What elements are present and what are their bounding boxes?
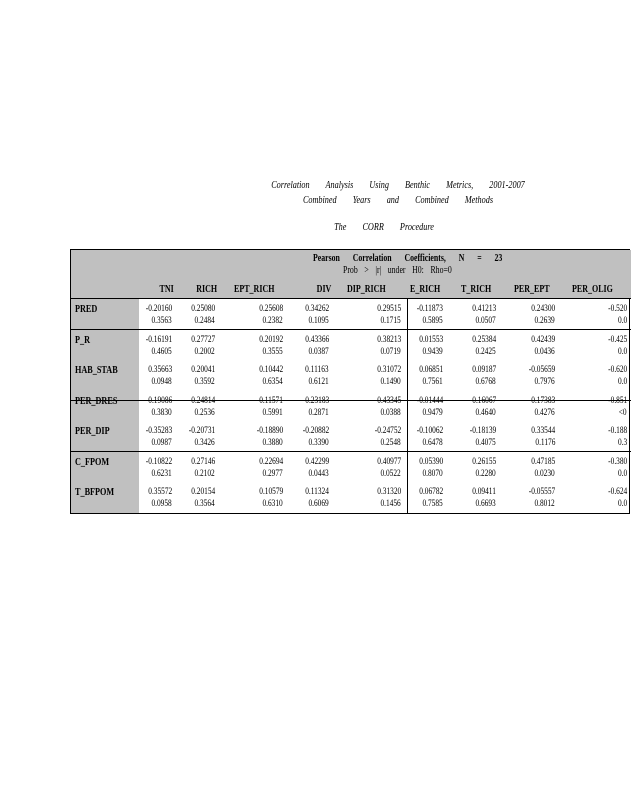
p-value: 0.3555 [262,346,283,356]
correlation-coefficient: 0.24814 [191,395,215,405]
correlation-coefficient: 0.31320 [377,486,401,496]
correlation-coefficient: -0.425 [607,334,627,344]
correlation-coefficient: -0.520 [607,303,627,313]
p-value: 0.0958 [151,498,172,508]
correlation-coefficient: 0.09187 [472,364,496,374]
p-value: 0.2871 [308,407,329,417]
correlation-coefficient: 0.43345 [377,395,401,405]
p-value: 0.7561 [422,376,443,386]
correlation-coefficient: 0.41213 [472,303,496,313]
p-value: 0.2639 [534,315,555,325]
p-value: 0.2977 [262,468,283,478]
correlation-coefficient: 0.20041 [191,364,215,374]
p-value: 0.0 [617,468,627,478]
report-title: Correlation Analysis Using Benthic Metrics, 2001-2007 [271,180,525,191]
correlation-coefficient: -0.624 [607,486,627,496]
p-value: 0.3563 [151,315,172,325]
correlation-coefficient: 0.38213 [377,334,401,344]
table-rule [71,298,631,299]
correlation-coefficient: -0.10822 [145,456,172,466]
p-value: 0.6693 [475,498,496,508]
table-rule [71,329,631,330]
correlation-coefficient: 0.11163 [305,364,329,374]
correlation-table [70,249,630,514]
report-subtitle: Combined Years and Combined Methods [302,195,494,206]
p-value: 0.9439 [422,346,443,356]
p-value: 0.2484 [194,315,215,325]
row-label: PER_DIP [75,426,110,437]
p-value: 0.5991 [262,407,283,417]
p-value: 0.0230 [534,468,555,478]
row-label: PRED [75,304,98,315]
p-value: 0.4276 [534,407,555,417]
table-rule [71,451,631,452]
p-value: 0.0719 [380,346,401,356]
p-value: 0.0436 [534,346,555,356]
correlation-coefficient: 0.35572 [148,486,172,496]
table-subtitle: Prob > |r| under H0: Rho=0 [343,265,452,276]
p-value: 0.6310 [262,498,283,508]
p-value: 0.2425 [475,346,496,356]
correlation-coefficient: 0.06782 [419,486,443,496]
p-value: 0.6478 [422,437,443,447]
procedure-title: The CORR Procedure [334,222,434,233]
correlation-coefficient: 0.27727 [191,334,215,344]
correlation-coefficient: 0.31072 [377,364,401,374]
row-label: P_R [75,335,91,346]
correlation-coefficient: -0.188 [607,425,627,435]
p-value: 0.2548 [380,437,401,447]
correlation-coefficient: -0.20160 [145,303,172,313]
p-value: 0.4075 [475,437,496,447]
p-value: 0.4605 [151,346,172,356]
correlation-coefficient: 0.05390 [419,456,443,466]
p-value: 0.1095 [308,315,329,325]
correlation-coefficient: -0.620 [607,364,627,374]
correlation-coefficient: 0.25384 [472,334,496,344]
correlation-coefficient: -0.05557 [528,486,555,496]
correlation-coefficient: 0.23183 [305,395,329,405]
correlation-coefficient: -0.20731 [188,425,215,435]
p-value: 0.6069 [308,498,329,508]
table-title: Pearson Correlation Coefficients, N = 23 [313,253,503,264]
correlation-coefficient: 0.20192 [259,334,283,344]
p-value: 0.0 [617,376,627,386]
correlation-coefficient: 0.40977 [377,456,401,466]
p-value: 0.0522 [380,468,401,478]
p-value: 0.0 [617,346,627,356]
p-value: 0.5895 [422,315,443,325]
p-value: 0.1490 [380,376,401,386]
correlation-coefficient: 0.17383 [531,395,555,405]
p-value: 0.0 [617,315,627,325]
column-header: PER_EPT [514,284,550,295]
correlation-coefficient: -0.10062 [416,425,443,435]
correlation-coefficient: 0.27146 [191,456,215,466]
correlation-coefficient: -0.380 [607,456,627,466]
p-value: 0.7585 [422,498,443,508]
p-value: 0.3426 [194,437,215,447]
column-header: RICH [196,284,217,295]
correlation-coefficient: -0.18890 [256,425,283,435]
p-value: 0.1715 [380,315,401,325]
p-value: <0 [619,407,627,417]
correlation-coefficient: 0.06851 [419,364,443,374]
correlation-coefficient: -0.01444 [416,395,443,405]
p-value: 0.7976 [534,376,555,386]
p-value: 0.6354 [262,376,283,386]
p-value: 0.3592 [194,376,215,386]
p-value: 0.4640 [475,407,496,417]
p-value: 0.3564 [194,498,215,508]
p-value: 0.2002 [194,346,215,356]
p-value: 0.8070 [422,468,443,478]
correlation-coefficient: 0.29515 [377,303,401,313]
column-header: E_RICH [410,284,441,295]
correlation-coefficient: -0.35283 [145,425,172,435]
column-header: TNI [159,284,174,295]
correlation-coefficient: 0.43366 [305,334,329,344]
correlation-coefficient: 0.42299 [305,456,329,466]
column-header: DIV [316,284,331,295]
p-value: 0.0507 [475,315,496,325]
row-label: PER_DRES [75,396,118,407]
correlation-coefficient: -0.11873 [416,303,443,313]
correlation-coefficient: -0.851 [607,395,627,405]
column-header: PER_OLIG [572,284,613,295]
correlation-coefficient: 0.11571 [259,395,283,405]
correlation-coefficient: -0.16191 [145,334,172,344]
p-value: 0.2382 [262,315,283,325]
correlation-coefficient: 0.25608 [259,303,283,313]
correlation-coefficient: 0.24300 [531,303,555,313]
p-value: 0.0 [617,498,627,508]
correlation-coefficient: 0.35663 [148,364,172,374]
p-value: 0.6231 [151,468,172,478]
correlation-coefficient: 0.42439 [531,334,555,344]
p-value: 0.2280 [475,468,496,478]
row-label: T_BFPOM [75,487,115,498]
p-value: 0.2102 [194,468,215,478]
p-value: 0.0948 [151,376,172,386]
correlation-coefficient: 0.20154 [191,486,215,496]
correlation-coefficient: -0.24752 [374,425,401,435]
p-value: 0.3 [617,437,627,447]
row-label: HAB_STAB [75,365,118,376]
correlation-coefficient: 0.26155 [472,456,496,466]
p-value: 0.0387 [308,346,329,356]
correlation-coefficient: 0.25080 [191,303,215,313]
correlation-coefficient: -0.18139 [469,425,496,435]
row-label: C_FPOM [75,457,110,468]
correlation-coefficient: -0.05659 [528,364,555,374]
correlation-coefficient: 0.10579 [259,486,283,496]
p-value: 0.0388 [380,407,401,417]
p-value: 0.6121 [308,376,329,386]
p-value: 0.0987 [151,437,172,447]
p-value: 0.3390 [308,437,329,447]
table-divider [407,299,408,513]
correlation-coefficient: 0.19086 [148,395,172,405]
column-header: T_RICH [461,284,492,295]
correlation-coefficient: -0.20882 [302,425,329,435]
correlation-coefficient: 0.10442 [259,364,283,374]
column-header: DIP_RICH [347,284,386,295]
correlation-coefficient: 0.11324 [305,486,329,496]
correlation-coefficient: 0.34262 [305,303,329,313]
correlation-coefficient: 0.16067 [472,395,496,405]
p-value: 0.8012 [534,498,555,508]
p-value: 0.1456 [380,498,401,508]
correlation-coefficient: 0.09411 [472,486,496,496]
p-value: 0.2536 [194,407,215,417]
p-value: 0.9479 [422,407,443,417]
p-value: 0.3880 [262,437,283,447]
p-value: 0.1176 [534,437,555,447]
p-value: 0.0443 [308,468,329,478]
p-value: 0.6768 [475,376,496,386]
column-header: EPT_RICH [234,284,275,295]
correlation-coefficient: 0.01553 [419,334,443,344]
correlation-coefficient: 0.47185 [531,456,555,466]
correlation-coefficient: 0.33544 [531,425,555,435]
correlation-coefficient: 0.22694 [259,456,283,466]
p-value: 0.3830 [151,407,172,417]
